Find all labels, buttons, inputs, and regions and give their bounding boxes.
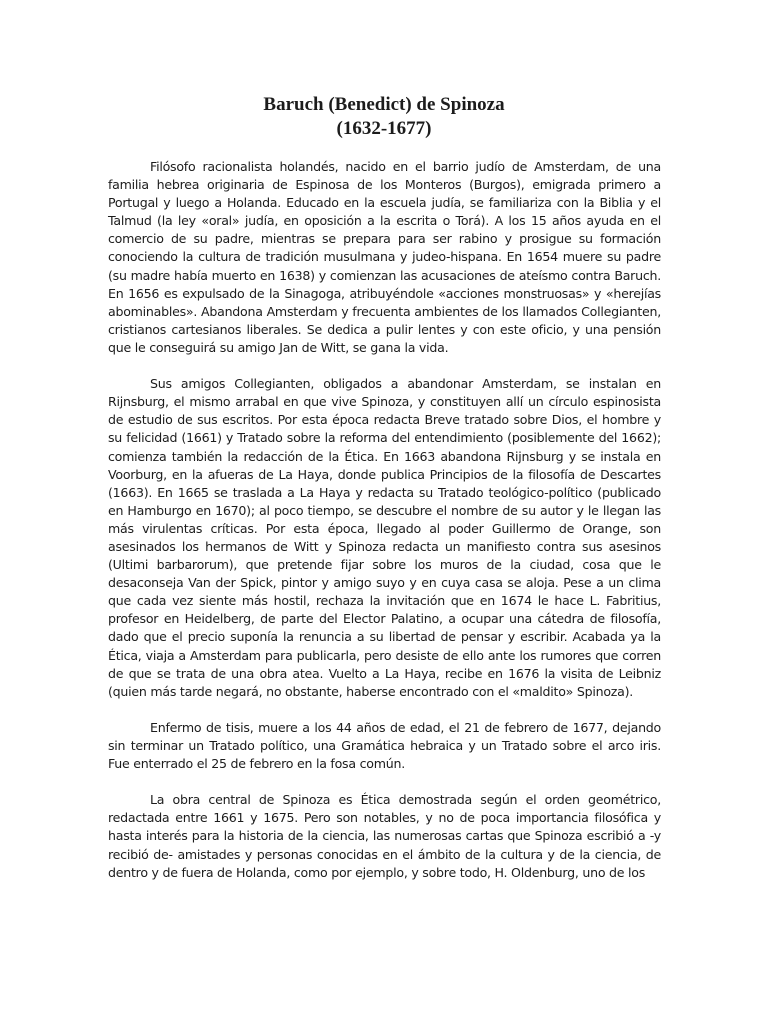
document-body <box>108 158 661 900</box>
paragraph-death: Enfermo de tisis, muere a los 44 años de edad, el 21 de febrero de 1677, dejando sin terminar un Tratado político, una Gramática hebraica y un Tratado sobre el arco iris. Fue enterrado el 25 de febrero en la fosa común. <box>108 719 661 772</box>
paragraph-biography: Filósofo racionalista holandés, nacido en el barrio judío de Amsterdam, de una familia hebrea originaria de Espinosa de los Monteros (Burgos), emigrada primero a Portugal y luego a Holanda. Educado en la escuela judía, se familiariza con la Biblia y el Talmud (la ley «oral» judía, en oposición a la escrita o Torá). A los 15 años ayuda en el comercio de su padre, mientras se prepara para ser rabino y prosigue su formación conociendo la cultura de tradición musulmana y judeo-hispana. En 1654 muere su padre (su madre había muerto en 1638) y comienzan las acusaciones de ateísmo contra Baruch. En 1656 es expulsado de la Sinagoga, atribuyéndole «acciones monstruosas» y «herejías abominables». Abandona Amsterdam y frecuenta ambientes de los llamados Collegianten, cristianos cartesianos liberales. Se dedica a pulir lentes y con este oficio, y una pensión que le conseguirá su amigo Jan de Witt, se gana la vida. <box>108 159 661 355</box>
paragraph-collegianten: Sus amigos Collegianten, obligados a abandonar Amsterdam, se instalan en Rijnsburg, el mismo arrabal en que vive Spinoza, y constituyen allí un círculo espinosista de estudio de sus escritos. Por esta época redacta Breve tratado sobre Dios, el hombre y su felicidad (1661) y Tratado sobre la reforma del entendimiento (posiblemente del 1662); comienza también la redacción de la Ética. En 1663 abandona Rijnsburg y se instala en Voorburg, en la afueras de La Haya, donde publica Principios de la filosofía de Descartes (1663). En 1665 se traslada a La Haya y redacta su Tratado teológico-político (publicado en Hamburgo en 1670); al poco tiempo, se descubre el nombre de su autor y le llegan las más virulentas críticas. Por esta época, llegado al poder Guillermo de Orange, son asesinados los hermanos de Witt y Spinoza redacta un manifiesto contra sus asesinos (Ultimi barbarorum), que pretende fijar sobre los muros de la ciudad, cosa que le desaconseja Van der Spick, pintor y amigo suyo y en cuya casa se aloja. Pese a un clima que cada vez siente más hostil, rechaza la invitación que en 1674 le hace L. Fabritius, profesor en Heidelberg, de parte del Elector Palatino, a ocupar una cátedra de filosofía, dado que el precio suponía la renuncia a su libertad de pensar y escribir. Acabada ya la Ética, viaja a Amsterdam para publicarla, pero desiste de ello ante los rumores que corren de que se trata de una obra atea. Vuelto a La Haya, recibe en 1676 la visita de Leibniz (quien más tarde negará, no obstante, haberse encontrado con el «maldito» Spinoza). <box>108 376 661 699</box>
document-title-dates: (1632-1677) <box>336 118 432 139</box>
paragraph-works: La obra central de Spinoza es Ética demostrada según el orden geométrico, redactada entre 1661 y 1675. Pero son notables, y no de poca importancia filosófica y hasta interés para la historia de la ciencia, las numerosas cartas que Spinoza escribió a -y recibió de- amistades y personas conocidas en el ámbito de la cultura y de la ciencia, de dentro y de fuera de Holanda, como por ejemplo, y sobre todo, H. Oldenburg, uno de los <box>108 792 661 880</box>
document-title: Baruch (Benedict) de Spinoza <box>263 94 505 115</box>
